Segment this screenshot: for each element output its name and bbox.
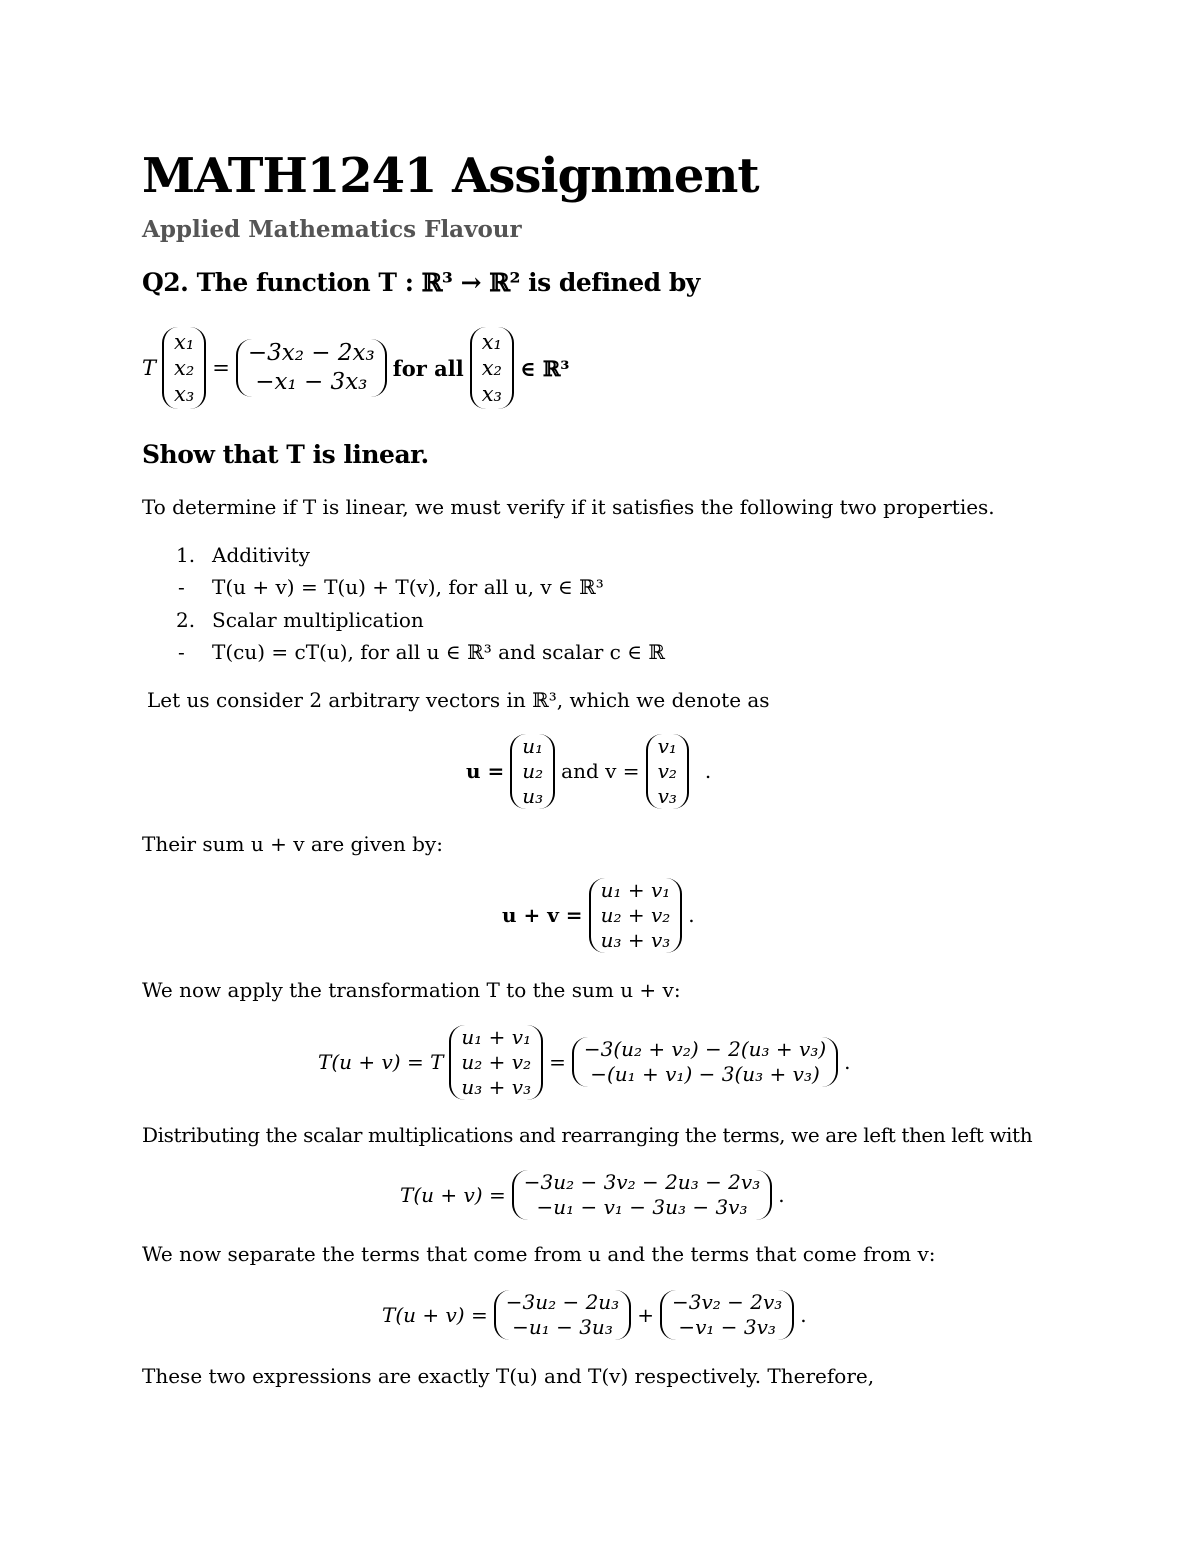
consider-text: Let us consider 2 arbitrary vectors in ℝ³, which we denote as	[147, 688, 770, 712]
sum-vector: u₁ + v₁ u₂ + v₂ u₃ + v₃	[589, 878, 683, 953]
document-title: MATH1241 Assignment	[142, 148, 759, 204]
sum-lhs: u + v =	[502, 903, 583, 927]
separated-u-vector: −3u₂ − 2u₃ −u₁ − 3u₃	[494, 1290, 631, 1340]
prop-2-number: 2.	[176, 608, 196, 632]
prop-1-label: Additivity	[212, 543, 310, 567]
def-lhs: T	[142, 356, 157, 380]
show-heading: Show that T is linear.	[142, 440, 429, 469]
distributed-equation	[400, 1166, 785, 1224]
distributed-rhs-vector: −3u₂ − 3v₂ − 2u₃ − 2v₃ −u₁ − v₁ − 3u₃ − 3v₃	[512, 1170, 773, 1220]
separated-period: .	[800, 1303, 807, 1327]
conclusion-text: These two expressions are exactly T(u) and T(v) respectively. Therefore,	[142, 1364, 875, 1388]
and-v-label: and v =	[561, 759, 640, 783]
def-vector: x₁ x₂ x₃	[162, 327, 206, 410]
distributed-lhs: T(u + v) =	[400, 1183, 506, 1207]
prop-2-formula: T(cu) = cT(u), for all u ∈ ℝ³ and scalar c ∈ ℝ	[212, 640, 666, 664]
sum-text: Their sum u + v are given by:	[142, 832, 443, 856]
prop-1-dash: -	[178, 575, 185, 599]
separated-plus: +	[637, 1303, 654, 1327]
def-domain-vector: x₁ x₂ x₃	[470, 327, 514, 410]
apply-equation: T(u + v) = T u₁ + v₁ u₂ + v₂ u₃ + v₃ = −3(u₂ + v₂) − 2(u₃ + v₃) −(u₁ + v₁) − 3(u₃ + v₃) .	[318, 1024, 851, 1099]
separated-lhs: T(u + v) =	[382, 1303, 488, 1327]
separated-v-vector: −3v₂ − 2v₃ −v₁ − 3v₃	[660, 1290, 794, 1340]
def-rhs-vector: −3x₂ − 2x₃ −x₁ − 3x₃	[236, 339, 387, 397]
sum-equation	[502, 874, 695, 956]
distributed-period: .	[778, 1183, 785, 1207]
apply-text: We now apply the transformation T to the sum u + v:	[142, 978, 681, 1002]
uv-period: .	[704, 759, 712, 783]
sum-period: .	[688, 903, 695, 927]
u-vector: u₁ u₂ u₃	[510, 734, 555, 809]
def-in-r3: ∈ ℝ³	[519, 355, 570, 381]
u-label: u =	[466, 759, 505, 783]
intro-text: To determine if T is linear, we must verify if it satisfies the following two properties.	[142, 495, 995, 519]
apply-lhs: T(u + v) = T	[318, 1050, 444, 1074]
prop-1-formula: T(u + v) = T(u) + T(v), for all u, v ∈ ℝ³	[212, 575, 604, 599]
apply-period: .	[844, 1050, 851, 1074]
document-subtitle: Applied Mathematics Flavour	[142, 216, 522, 243]
apply-rhs-vector: −3(u₂ + v₂) − 2(u₃ + v₃) −(u₁ + v₁) − 3(u₃ + v₃)	[572, 1037, 838, 1087]
separate-text: We now separate the terms that come from u and the terms that come from v:	[142, 1242, 936, 1266]
definition-equation: T x₁ x₂ x₃ = −3x₂ − 2x₃ −x₁ − 3x₃ for all x₁ x₂ x₃ ∈ ℝ³	[142, 318, 569, 418]
prop-2-dash: -	[178, 640, 185, 664]
uv-definition-equation	[466, 730, 711, 812]
def-for-all: for all	[392, 355, 464, 381]
separated-equation	[382, 1286, 807, 1344]
question-heading: Q2. The function T : ℝ³ → ℝ² is defined by	[142, 268, 700, 297]
v-vector: v₁ v₂ v₃	[646, 734, 689, 809]
apply-sum-vector: u₁ + v₁ u₂ + v₂ u₃ + v₃	[449, 1025, 543, 1100]
prop-1-number: 1.	[176, 543, 196, 567]
distribute-text: Distributing the scalar multiplications and rearranging the terms, we are left then left with	[142, 1123, 1033, 1147]
prop-2-label: Scalar multiplication	[212, 608, 424, 632]
